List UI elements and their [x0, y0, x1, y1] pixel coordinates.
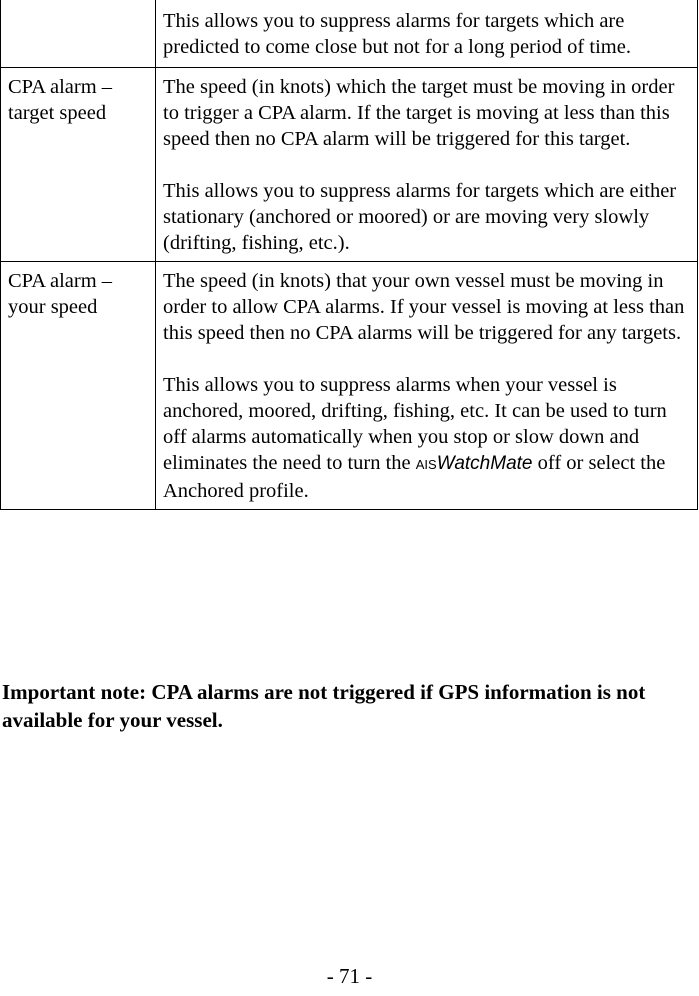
setting-name-cell: CPA alarm – target speed [1, 68, 156, 262]
description-paragraph: The speed (in knots) that your own vessel must be moving in order to allow CPA alarms. If your vessel is moving at less than this speed then no CPA alarms will be triggered for any targets. [163, 270, 685, 344]
description-paragraph [163, 372, 693, 504]
page-number: - 71 - [326, 964, 373, 988]
table-row [1, 262, 698, 510]
product-prefix: AIS [415, 457, 437, 472]
paragraph-text-before: This allows you to suppress alarms when your vessel is anchored, moored, drifting, fishing, etc. It can be used to turn off alarms automatically when you stop or slow down and eliminates the need to turn the [163, 374, 667, 474]
setting-description-cell [156, 68, 698, 262]
description-paragraph: This allows you to suppress alarms for targets which are either stationary (anchored or moored) or are moving very slowly (drifting, fishing, etc.). [163, 180, 677, 254]
setting-name-cell: CPA alarm – your speed [1, 262, 156, 510]
setting-description-cell [156, 0, 698, 68]
paragraph-text-after: off or select the Anchored profile. [163, 452, 666, 502]
table-row [1, 68, 698, 262]
setting-name-cell [1, 0, 156, 68]
product-name: WatchMate [436, 453, 533, 474]
description-paragraph: This allows you to suppress alarms for targets which are predicted to come close but not for a long period of time. [163, 10, 631, 58]
setting-description-cell [156, 262, 698, 510]
description-paragraph: The speed (in knots) which the target must be moving in order to trigger a CPA alarm. If the target is moving at less than this speed then no CPA alarm will be triggered for this target. [163, 76, 675, 150]
table-row [1, 0, 698, 68]
important-note: Important note: CPA alarms are not triggered if GPS information is not available for your vessel. [2, 680, 646, 732]
